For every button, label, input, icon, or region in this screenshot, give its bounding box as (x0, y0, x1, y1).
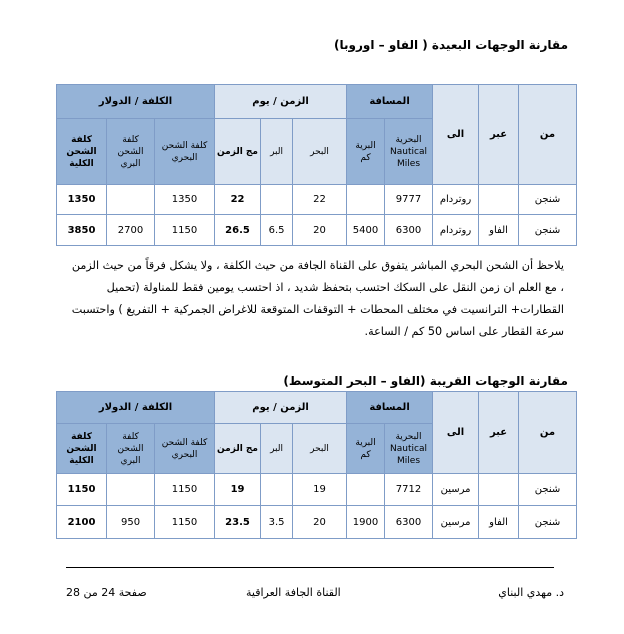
subheader-sea-time: البحر (293, 424, 347, 474)
subheader-sea-time: البحر (293, 119, 347, 185)
cell-total-cost: 1350 (57, 185, 107, 215)
analysis-paragraph (60, 255, 564, 343)
paragraph-line: القطارات+ الترانسيت في مختلف المحطات + التوقفات المتوقعة للاغراض الجمركية + التفريغ ) واحتسبت (71, 303, 564, 316)
cell-via: الفاو (479, 215, 519, 246)
header-via: عبر (479, 392, 519, 474)
header-time: الزمن / يوم (215, 392, 347, 424)
cell-land-distance: 5400 (347, 215, 385, 246)
cell-sea-time: 19 (293, 474, 347, 506)
cell-land-distance (347, 474, 385, 506)
cell-total-time: 23.5 (215, 506, 261, 539)
cell-via: الفاو (479, 506, 519, 539)
header-time: الزمن / يوم (215, 85, 347, 119)
cell-total-time: 19 (215, 474, 261, 506)
cell-sea-time: 22 (293, 185, 347, 215)
cell-sea-cost: 1350 (155, 185, 215, 215)
cell-sea-cost: 1150 (155, 474, 215, 506)
cell-land-distance (347, 185, 385, 215)
header-cost: الكلفة / الدولار (57, 392, 215, 424)
cell-sea-cost: 1150 (155, 506, 215, 539)
footer-page-number: صفحة 24 من 28 (66, 586, 147, 599)
cell-land-time (261, 185, 293, 215)
cell-land-cost (107, 474, 155, 506)
section2-title: مقارنة الوجهات القريبة (الفاو – البحر المتوسط) (283, 374, 568, 388)
cell-via (479, 474, 519, 506)
cell-from: شنجن (519, 185, 577, 215)
header-distance: المسافة (347, 392, 433, 424)
footer-divider (66, 567, 554, 568)
subheader-land-distance: البرية كم (347, 119, 385, 185)
cell-from: شنجن (519, 474, 577, 506)
subheader-sea-distance: البحرية Nautical Miles (385, 424, 433, 474)
subheader-land-time: البر (261, 424, 293, 474)
cell-sea-distance: 7712 (385, 474, 433, 506)
subheader-total-time: مج الزمن (215, 424, 261, 474)
subheader-total-cost: كلفة الشحن الكلية (57, 119, 107, 185)
header-from: من (519, 85, 577, 185)
cell-land-time (261, 474, 293, 506)
cell-sea-distance: 6300 (385, 215, 433, 246)
paragraph-line: يلاحظ أن الشحن البحري المباشر يتفوق على القناة الجافة من حيث الكلفة ، ولا يشكل فرقاً من حيث الزمن (71, 259, 564, 272)
cell-to: روتردام (433, 185, 479, 215)
near-destinations-table (56, 391, 577, 539)
table-row (57, 185, 577, 215)
subheader-land-time: البر (261, 119, 293, 185)
cell-via (479, 185, 519, 215)
cell-sea-distance: 9777 (385, 185, 433, 215)
cell-sea-time: 20 (293, 215, 347, 246)
cell-total-time: 26.5 (215, 215, 261, 246)
subheader-land-cost: كلفة الشحن البري (107, 424, 155, 474)
header-cost: الكلفة / الدولار (57, 85, 215, 119)
subheader-sea-distance: البحرية Nautical Miles (385, 119, 433, 185)
cell-from: شنجن (519, 506, 577, 539)
header-via: عبر (479, 85, 519, 185)
cell-total-cost: 3850 (57, 215, 107, 246)
header-distance: المسافة (347, 85, 433, 119)
table-row (57, 506, 577, 539)
cell-land-distance: 1900 (347, 506, 385, 539)
subheader-sea-cost: كلفة الشحن البحري (155, 424, 215, 474)
paragraph-line: سرعة القطار على اساس 50 كم / الساعة. (364, 325, 564, 338)
cell-total-cost: 2100 (57, 506, 107, 539)
footer-document-title: القناة الجافة العراقية (246, 586, 341, 599)
table-row (57, 474, 577, 506)
cell-to: مرسين (433, 506, 479, 539)
far-destinations-table (56, 84, 577, 246)
section1-title: مقارنة الوجهات البعيدة ( الفاو – اوروبا) (334, 38, 568, 52)
cell-from: شنجن (519, 215, 577, 246)
cell-total-cost: 1150 (57, 474, 107, 506)
cell-land-cost: 950 (107, 506, 155, 539)
subheader-total-time: مج الزمن (215, 119, 261, 185)
cell-land-time: 3.5 (261, 506, 293, 539)
subheader-sea-cost: كلفة الشحن البحري (155, 119, 215, 185)
cell-land-cost (107, 185, 155, 215)
cell-total-time: 22 (215, 185, 261, 215)
footer-author: د. مهدي البناي (498, 586, 564, 599)
table-row (57, 215, 577, 246)
subheader-land-cost: كلفة الشحن البري (107, 119, 155, 185)
cell-sea-distance: 6300 (385, 506, 433, 539)
subheader-land-distance: البرية كم (347, 424, 385, 474)
paragraph-line: ، مع العلم ان زمن النقل على السكك احتسب بتحفظ شديد ، اذ احتسب يومين فقط للمناولة (تحميل (106, 281, 564, 294)
header-to: الى (433, 85, 479, 185)
cell-sea-cost: 1150 (155, 215, 215, 246)
header-from: من (519, 392, 577, 474)
header-to: الى (433, 392, 479, 474)
cell-to: روتردام (433, 215, 479, 246)
subheader-total-cost: كلفة الشحن الكلية (57, 424, 107, 474)
cell-to: مرسين (433, 474, 479, 506)
cell-land-cost: 2700 (107, 215, 155, 246)
cell-land-time: 6.5 (261, 215, 293, 246)
cell-sea-time: 20 (293, 506, 347, 539)
